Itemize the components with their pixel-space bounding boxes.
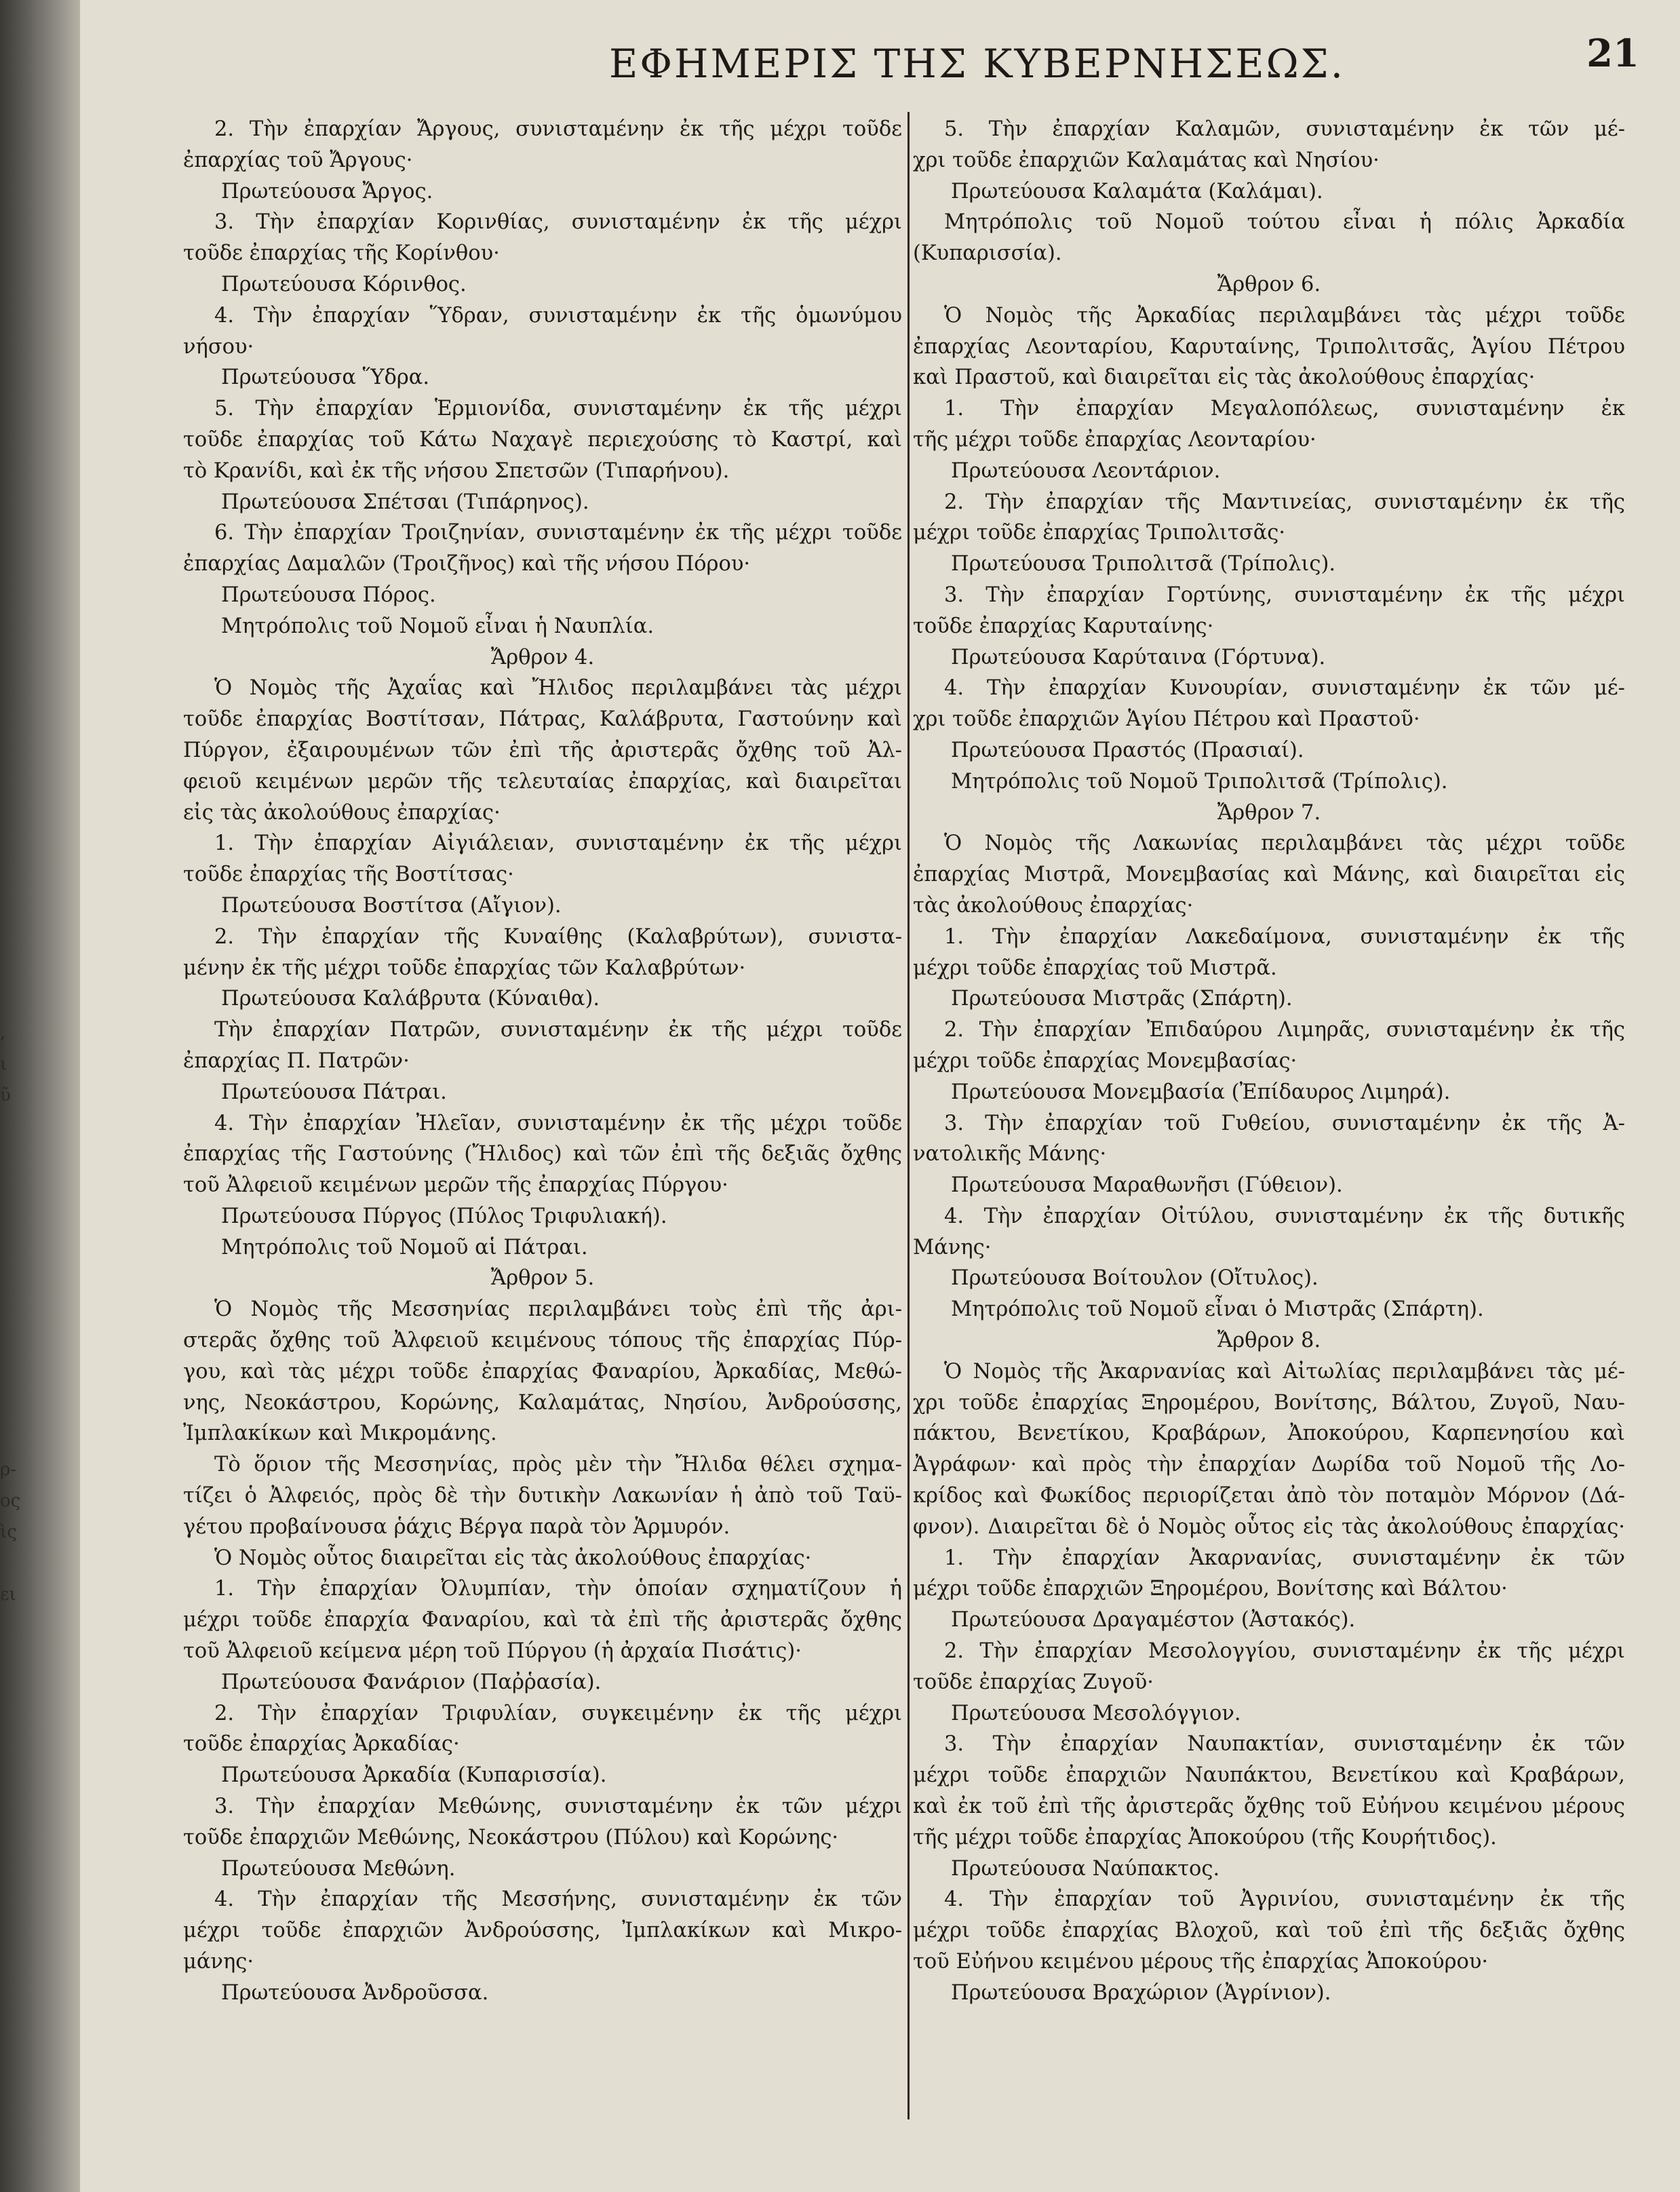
text-line: 2. Τὴν ἐπαρχίαν Τριφυλίαν, συγκειμένην ἐκ τῆς μέχρι bbox=[214, 1701, 902, 1725]
text-line: νης, Νεοκάστρου, Κορώνης, Καλαμάτας, Νησίου, Ἀνδρούσσης, bbox=[183, 1390, 902, 1415]
facing-page-fragments bbox=[0, 1017, 27, 2130]
capital-line: Μητρόπολις τοῦ Νομοῦ Τριπολιτσᾶ (Τρίπολις). bbox=[951, 769, 1448, 794]
edge-fragment bbox=[0, 1329, 27, 1361]
capital-line: Πρωτεύουσα Ἀνδροῦσσα. bbox=[221, 1980, 489, 2005]
text-line: τοῦδε ἐπαρχίας Βοστίτσαν, Πάτρας, Καλάβρυτα, Γαστούνην καὶ bbox=[183, 707, 902, 732]
text-line: νατολικῆς Μάνης· bbox=[913, 1142, 1107, 1167]
text-line: (Κυπαρισσία). bbox=[913, 241, 1062, 266]
text-line: τοῦδε ἐπαρχίας Ζυγοῦ· bbox=[913, 1670, 1154, 1694]
text-line: 3. Τὴν ἐπαρχίαν Κορινθίας, συνισταμένην ἐκ τῆς μέχρι bbox=[214, 210, 902, 235]
text-line: πάκτου, Βενετίκου, Κραβάρων, Ἀποκούρου, Καρπενησίου καὶ bbox=[913, 1422, 1625, 1446]
capital-line: Πρωτεύουσα Μονεμβασία (Ἐπίδαυρος Λιμηρά). bbox=[951, 1080, 1451, 1104]
text-line: 2. Τὴν ἐπαρχίαν Μεσολογγίου, συνισταμένην ἐκ τῆς μέχρι bbox=[944, 1639, 1625, 1664]
text-line: 1. Τὴν ἐπαρχίαν Αἰγιάλειαν, συνισταμένην ἐκ τῆς μέχρι bbox=[214, 831, 902, 856]
text-line: τοῦ Ἀλφειοῦ κείμενα μέρη τοῦ Πύργου (ἡ ἀρχαία Πισάτις)· bbox=[183, 1639, 802, 1664]
text-line: 4. Τὴν ἐπαρχίαν Ἠλεῖαν, συνισταμένην ἐκ τῆς μέχρι τοῦδε bbox=[214, 1111, 902, 1135]
edge-fragment bbox=[0, 1298, 27, 1329]
capital-line: Πρωτεύουσα Δραγαμέστον (Ἀστακός). bbox=[951, 1608, 1356, 1632]
text-line: 2. Τὴν ἐπαρχίαν τῆς Κυναίθης (Καλαβρύτων), συνιστα- bbox=[214, 924, 902, 949]
article-heading: Ἄρθρον 5. bbox=[490, 1266, 595, 1291]
text-line: τοῦδε ἐπαρχίας Καρυταίνης· bbox=[913, 614, 1214, 638]
capital-line: Πρωτεύουσα Λεοντάριον. bbox=[951, 458, 1221, 483]
text-line: 5. Τὴν ἐπαρχίαν Ἑρμιονίδα, συνισταμένην ἐκ τῆς μέχρι bbox=[214, 397, 902, 421]
edge-fragment: ος bbox=[0, 1491, 21, 1511]
text-line: τοῦδε ἐπαρχιῶν Μεθώνης, Νεοκάστρου (Πύλου) καὶ Κορώνης· bbox=[183, 1825, 839, 1850]
text-line: εἰς τὰς ἀκολούθους ἐπαρχίας· bbox=[183, 800, 501, 825]
text-line: μέχρι τοῦδε ἐπαρχιῶν Ἀνδρούσσης, Ἰμπλακίκων καὶ Μικρο- bbox=[183, 1919, 902, 1943]
text-line: γέτου προβαίνουσα ῥάχις Βέργα παρὰ τὸν Ἁρμυρόν. bbox=[183, 1514, 730, 1539]
text-line: νήσου· bbox=[183, 334, 254, 359]
text-line: χρι τοῦδε ἐπαρχίας Ξηρομέρου, Βονίτσης, Βάλτου, Ζυγοῦ, Ναυ- bbox=[913, 1390, 1625, 1415]
text-line: ἐπαρχίας Π. Πατρῶν· bbox=[183, 1049, 410, 1073]
capital-line: Πρωτεύουσα Πόρος. bbox=[221, 583, 436, 607]
capital-line: Πρωτεύουσα Τριπολιτσᾶ (Τρίπολις). bbox=[951, 552, 1336, 576]
text-line: τοῦδε ἐπαρχίας τῆς Κορίνθου· bbox=[183, 241, 500, 266]
edge-fragment bbox=[0, 1423, 27, 1454]
text-line: 1. Τὴν ἐπαρχίαν Λακεδαίμονα, συνισταμένην ἐκ τῆς bbox=[944, 924, 1625, 949]
page-header bbox=[80, 27, 1680, 88]
text-line: φειοῦ κειμένων μερῶν τῆς τελευταίας ἐπαρχίας, καὶ διαιρεῖται bbox=[183, 769, 902, 794]
text-line: ἐπαρχίας Λεονταρίου, Καρυταίνης, Τριπολιτσᾶς, Ἁγίου Πέτρου bbox=[913, 334, 1625, 359]
text-line: 4. Τὴν ἐπαρχίαν τῆς Μεσσήνης, συνισταμένην ἐκ τῶν bbox=[214, 1887, 902, 1912]
capital-line: Πρωτεύουσα Κόρινθος. bbox=[221, 272, 467, 296]
text-line: Τὴν ἐπαρχίαν Πατρῶν, συνισταμένην ἐκ τῆς μέχρι τοῦδε bbox=[214, 1018, 902, 1042]
text-line: τὸ Κρανίδι, καὶ ἐκ τῆς νήσου Σπετσῶν (Τιπαρήνου). bbox=[183, 458, 730, 483]
text-line: 4. Τὴν ἐπαρχίαν Κυνουρίαν, συνισταμένην ἐκ τῶν μέ- bbox=[944, 676, 1625, 701]
text-line: Τὸ ὅριον τῆς Μεσσηνίας, πρὸς μὲν τὴν Ἤλιδα θέλει σχημα- bbox=[214, 1453, 902, 1477]
text-line: Ὁ Νομὸς τῆς Ἀχαΐας καὶ Ἤλιδος περιλαμβάνει τὰς μέχρι bbox=[214, 676, 902, 701]
text-line: τῆς μέχρι τοῦδε ἐπαρχίας Λεονταρίου· bbox=[913, 427, 1316, 452]
text-line: Ὁ Νομὸς τῆς Λακωνίας περιλαμβάνει τὰς μέχρι τοῦδε bbox=[944, 831, 1625, 856]
text-line: τοῦδε ἐπαρχίας τῆς Βοστίτσας· bbox=[183, 863, 514, 887]
text-line: 3. Τὴν ἐπαρχίαν τοῦ Γυθείου, συνισταμένην ἐκ τῆς Ἀ- bbox=[944, 1111, 1625, 1135]
text-line: τίζει ὁ Ἀλφειός, πρὸς δὲ τὴν δυτικὴν Λακωνίαν ἡ ἀπὸ τοῦ Ταϋ- bbox=[183, 1484, 902, 1508]
capital-line: Πρωτεύουσα Βραχώριον (Ἀγρίνιον). bbox=[951, 1980, 1331, 2005]
edge-fragment bbox=[0, 1267, 27, 1298]
capital-line: Μητρόπολις τοῦ Νομοῦ αἱ Πάτραι. bbox=[221, 1235, 588, 1259]
edge-fragment: , bbox=[0, 1023, 6, 1043]
edge-fragment bbox=[0, 1111, 27, 1142]
text-line: ἐπαρχίας τῆς Γαστούνης (Ἤλιδος) καὶ τῶν ἐπὶ τῆς δεξιᾶς ὄχθης bbox=[183, 1142, 902, 1167]
text-line: κρίδος καὶ Φωκίδος περιορίζεται ἀπὸ τὸν ποταμὸν Μόρνον (Δά- bbox=[913, 1484, 1625, 1508]
edge-fragment bbox=[0, 1548, 27, 1579]
article-heading: Ἄρθρον 7. bbox=[1217, 800, 1321, 825]
text-line: 1. Τὴν ἐπαρχίαν Ἀκαρνανίας, συνισταμένην ἐκ τῶν bbox=[944, 1546, 1625, 1570]
text-line: 6. Τὴν ἐπαρχίαν Τροιζηνίαν, συνισταμένην ἐκ τῆς μέχρι τοῦδε bbox=[214, 521, 902, 545]
capital-line: Πρωτεύουσα Φανάριον (Παῤῥασία). bbox=[221, 1670, 602, 1694]
text-line: Ὁ Νομὸς οὗτος διαιρεῖται εἰς τὰς ἀκολούθους ἐπαρχίας· bbox=[214, 1546, 812, 1570]
text-line: χρι τοῦδε ἐπαρχιῶν Ἁγίου Πέτρου καὶ Πραστοῦ· bbox=[913, 707, 1420, 732]
text-line: στερᾶς ὄχθης τοῦ Ἀλφειοῦ κειμένους τόπους τῆς ἐπαρχίας Πύρ- bbox=[183, 1329, 902, 1353]
text-line: γου, καὶ τὰς μέχρι τοῦδε ἐπαρχίας Φαναρίου, Ἀρκαδίας, Μεθώ- bbox=[183, 1359, 902, 1384]
left-column bbox=[183, 114, 902, 2176]
article-heading: Ἄρθρον 4. bbox=[490, 645, 595, 669]
text-line: τῆς μέχρι τοῦδε ἐπαρχίας Ἀποκούρου (τῆς Κουρήτιδος). bbox=[913, 1825, 1497, 1850]
text-line: 1. Τὴν ἐπαρχίαν Ὀλυμπίαν, τὴν ὁποίαν σχηματίζουν ἡ bbox=[214, 1577, 902, 1601]
capital-line: Πρωτεύουσα Μεθώνη. bbox=[221, 1856, 456, 1881]
capital-line: Πρωτεύουσα Σπέτσαι (Τιπάρηνος). bbox=[221, 490, 589, 514]
text-line: τὰς ἀκολούθους ἐπαρχίας· bbox=[913, 893, 1194, 918]
capital-line: Πρωτεύουσα Ὕδρα. bbox=[221, 366, 430, 390]
edge-fragment bbox=[0, 1236, 27, 1267]
right-column bbox=[913, 114, 1625, 2108]
text-line: μέχρι τοῦδε ἐπαρχίας Βλοχοῦ, καὶ τοῦ ἐπὶ τῆς δεξιᾶς ὄχθης bbox=[913, 1919, 1625, 1943]
text-line: φνον). Διαιρεῖται δὲ ὁ Νομὸς οὗτος εἰς τὰς ἀκολούθους ἐπαρχίας· bbox=[913, 1514, 1625, 1539]
text-line: ἐπαρχίας τοῦ Ἄργους· bbox=[183, 148, 413, 172]
text-line: 1. Τὴν ἐπαρχίαν Μεγαλοπόλεως, συνισταμένην ἐκ bbox=[944, 397, 1625, 421]
newspaper-title: ΕΦΗΜΕΡΙΣ ΤΗΣ ΚΥΒΕΡΝΗΣΕΩΣ. bbox=[609, 41, 1346, 87]
capital-line: Πρωτεύουσα Μεσολόγγιον. bbox=[951, 1701, 1241, 1725]
text-line: καὶ Πραστοῦ, καὶ διαιρεῖται εἰς τὰς ἀκολούθους ἐπαρχίας· bbox=[913, 366, 1536, 390]
text-line: μέχρι τοῦδε ἐπαρχιῶν Ναυπάκτου, Βενετίκου καὶ Κραβάρων, bbox=[913, 1763, 1625, 1788]
capital-line: Μητρόπολις τοῦ Νομοῦ εἶναι ὁ Μιστρᾶς (Σπάρτη). bbox=[951, 1297, 1484, 1322]
edge-fragment bbox=[0, 1173, 27, 1205]
article-heading: Ἄρθρον 6. bbox=[1217, 272, 1321, 296]
text-line: Μητρόπολις τοῦ Νομοῦ τούτου εἶναι ἡ πόλις Ἀρκαδία bbox=[944, 210, 1625, 235]
text-line: Πύργον, ἐξαιρουμένων τῶν ἐπὶ τῆς ἀριστερᾶς ὄχθης τοῦ Ἀλ- bbox=[183, 738, 902, 762]
text-line: 4. Τὴν ἐπαρχίαν Ὕδραν, συνισταμένην ἐκ τῆς ὁμωνύμου bbox=[214, 303, 902, 328]
text-line: 2. Τὴν ἐπαρχίαν Ἐπιδαύρου Λιμηρᾶς, συνισταμένην ἐκ τῆς bbox=[944, 1018, 1625, 1042]
text-line: μέχρι τοῦδε ἐπαρχία Φαναρίου, καὶ τὰ ἐπὶ τῆς ἀριστερᾶς ὄχθης bbox=[183, 1608, 902, 1632]
capital-line: Πρωτεύουσα Μαραθωνῆσι (Γύθειον). bbox=[951, 1173, 1343, 1198]
capital-line: Πρωτεύουσα Ἀρκαδία (Κυπαρισσία). bbox=[221, 1763, 607, 1788]
capital-line: Πρωτεύουσα Καρύταινα (Γόρτυνα). bbox=[951, 645, 1326, 669]
text-line: μέχρι τοῦδε ἐπαρχίας τοῦ Μιστρᾶ. bbox=[913, 956, 1277, 980]
text-line: ἐπαρχίας Δαμαλῶν (Τροιζῆνος) καὶ τῆς νήσου Πόρου· bbox=[183, 552, 751, 576]
text-line: τοῦδε ἐπαρχίας Ἀρκαδίας· bbox=[183, 1732, 460, 1757]
text-line: μάνης· bbox=[183, 1950, 254, 1974]
edge-fragment: ῦ bbox=[0, 1085, 11, 1105]
text-line: τοῦδε ἐπαρχίας τοῦ Κάτω Ναχαγὲ περιεχούσης τὸ Καστρί, καὶ bbox=[183, 427, 902, 452]
capital-line: Πρωτεύουσα Πραστός (Πρασιαί). bbox=[951, 738, 1304, 762]
text-line: 2. Τὴν ἐπαρχίαν τῆς Μαντινείας, συνισταμένην ἐκ τῆς bbox=[944, 490, 1625, 514]
page-number: 21 bbox=[1586, 31, 1639, 76]
text-line: τοῦ Εὐήνου κειμένου μέρους τῆς ἐπαρχίας Ἀποκούρου· bbox=[913, 1950, 1489, 1974]
text-line: Μάνης· bbox=[913, 1235, 992, 1259]
capital-line: Πρωτεύουσα Βοίτουλον (Οἴτυλος). bbox=[951, 1266, 1318, 1291]
edge-fragment: ὶς bbox=[0, 1522, 17, 1542]
edge-fragment: ρ- bbox=[0, 1460, 17, 1480]
article-heading: Ἄρθρον 8. bbox=[1217, 1329, 1321, 1353]
text-line: 4. Τὴν ἐπαρχίαν τοῦ Ἀγρινίου, συνισταμένην ἐκ τῆς bbox=[944, 1887, 1625, 1912]
edge-fragment bbox=[0, 1142, 27, 1173]
column-divider bbox=[907, 112, 910, 2119]
capital-line: Πρωτεύουσα Καλάβρυτα (Κύναιθα). bbox=[221, 987, 600, 1011]
text-line: Ἰμπλακίκων καὶ Μικρομάνης. bbox=[183, 1422, 497, 1446]
text-line: τοῦ Ἀλφειοῦ κειμένων μερῶν τῆς ἐπαρχίας Πύργου· bbox=[183, 1173, 728, 1198]
capital-line: Πρωτεύουσα Ναύπακτος. bbox=[951, 1856, 1220, 1881]
edge-fragment bbox=[0, 1361, 27, 1392]
capital-line: Πρωτεύουσα Μιστρᾶς (Σπάρτη). bbox=[951, 987, 1293, 1011]
edge-fragment: ει bbox=[0, 1584, 16, 1605]
capital-line: Πρωτεύουσα Ἄργος. bbox=[221, 179, 433, 203]
capital-line: Πρωτεύουσα Πύργος (Πύλος Τριφυλιακή). bbox=[221, 1204, 667, 1228]
text-line: Ὁ Νομὸς τῆς Μεσσηνίας περιλαμβάνει τοὺς ἐπὶ τῆς ἀρι- bbox=[214, 1297, 902, 1322]
edge-fragment bbox=[0, 1205, 27, 1236]
text-line: μέχρι τοῦδε ἐπαρχίας Μονεμβασίας· bbox=[913, 1049, 1297, 1073]
text-line: 5. Τὴν ἐπαρχίαν Καλαμῶν, συνισταμένην ἐκ τῶν μέ- bbox=[944, 117, 1625, 141]
text-line: χρι τοῦδε ἐπαρχιῶν Καλαμάτας καὶ Νησίου· bbox=[913, 148, 1380, 172]
edge-fragment: ι bbox=[0, 1054, 7, 1074]
text-line: Ὁ Νομὸς τῆς Ἀκαρνανίας καὶ Αἰτωλίας περιλαμβάνει τὰς μέ- bbox=[944, 1359, 1625, 1384]
text-line: μέχρι τοῦδε ἐπαρχιῶν Ξηρομέρου, Βονίτσης καὶ Βάλτου· bbox=[913, 1577, 1508, 1601]
capital-line: Πρωτεύουσα Πάτραι. bbox=[221, 1080, 447, 1104]
text-line: μένην ἐκ τῆς μέχρι τοῦδε ἐπαρχίας τῶν Καλαβρύτων· bbox=[183, 956, 746, 980]
edge-fragment bbox=[0, 1392, 27, 1423]
text-line: 3. Τὴν ἐπαρχίαν Μεθώνης, συνισταμένην ἐκ τῶν μέχρι bbox=[214, 1795, 902, 1819]
text-line: 3. Τὴν ἐπαρχίαν Ναυπακτίαν, συνισταμένην ἐκ τῶν bbox=[944, 1732, 1625, 1757]
capital-line: Μητρόπολις τοῦ Νομοῦ εἶναι ἡ Ναυπλία. bbox=[221, 614, 655, 638]
text-line: 2. Τὴν ἐπαρχίαν Ἄργους, συνισταμένην ἐκ τῆς μέχρι τοῦδε bbox=[214, 117, 902, 141]
capital-line: Πρωτεύουσα Καλαμάτα (Καλάμαι). bbox=[951, 179, 1323, 203]
text-line: 4. Τὴν ἐπαρχίαν Οἰτύλου, συνισταμένην ἐκ τῆς δυτικῆς bbox=[944, 1204, 1625, 1228]
text-line: ἐπαρχίας Μιστρᾶ, Μονεμβασίας καὶ Μάνης, καὶ διαιρεῖται εἰς bbox=[913, 863, 1625, 887]
text-line: 3. Τὴν ἐπαρχίαν Γορτύνης, συνισταμένην ἐκ τῆς μέχρι bbox=[944, 583, 1625, 607]
capital-line: Πρωτεύουσα Βοστίτσα (Αἴγιον). bbox=[221, 893, 562, 918]
text-line: καὶ ἐκ τοῦ ἐπὶ τῆς ἀριστερᾶς ὄχθης τοῦ Εὐήνου κειμένου μέρους bbox=[913, 1795, 1625, 1819]
text-line: Ὁ Νομὸς τῆς Ἀρκαδίας περιλαμβάνει τὰς μέχρι τοῦδε bbox=[944, 303, 1625, 328]
text-line: Ἀγράφων· καὶ πρὸς τὴν ἐπαρχίαν Δωρίδα τοῦ Νομοῦ τῆς Λο- bbox=[913, 1453, 1625, 1477]
text-line: μέχρι τοῦδε ἐπαρχίας Τριπολιτσᾶς· bbox=[913, 521, 1286, 545]
